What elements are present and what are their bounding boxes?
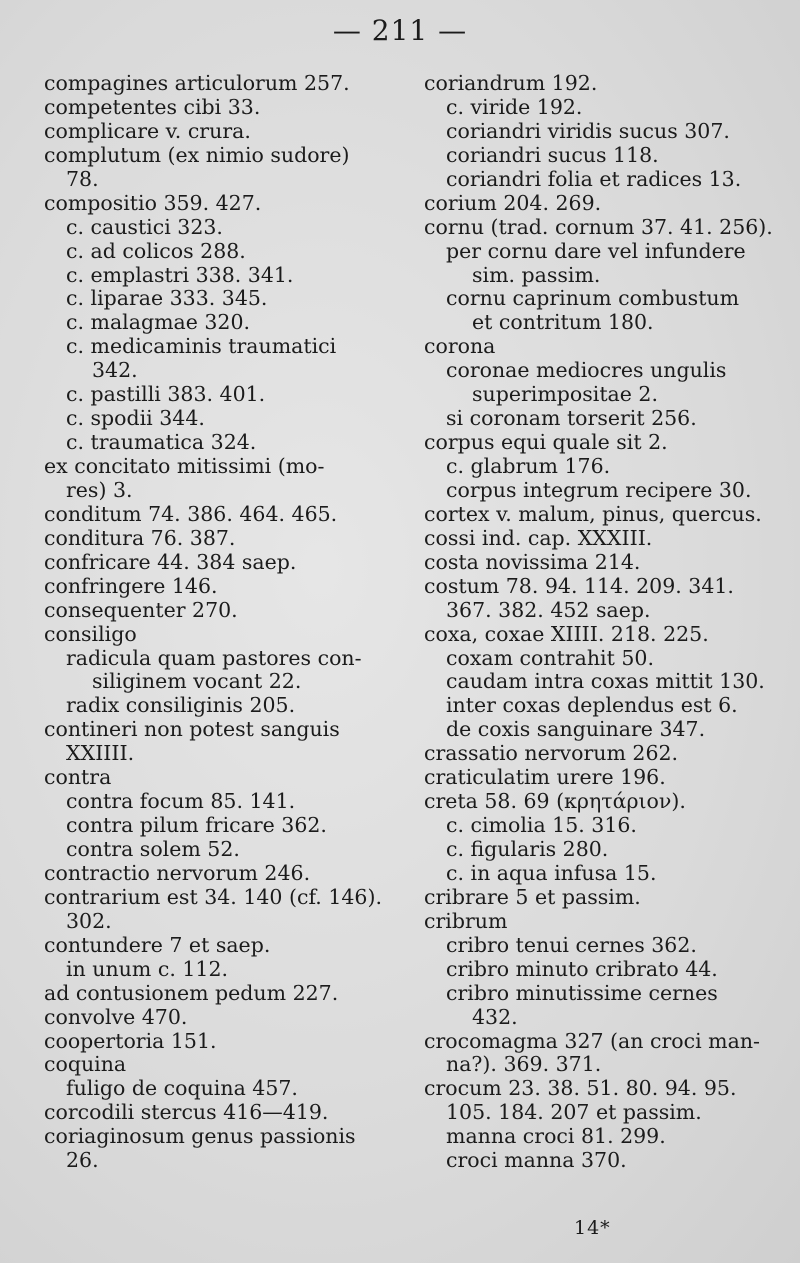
- index-entry-line: contra: [44, 765, 112, 790]
- index-entry-line: corpus integrum recipere 30.: [446, 477, 752, 502]
- index-entry-line: compagines articulorum 257.: [44, 71, 350, 95]
- index-entry-line: contra focum 85. 141.: [66, 789, 296, 814]
- index-entry-line: siliginem vocant 22.: [92, 669, 302, 694]
- index-entry-line: fuligo de coquina 457.: [66, 1076, 298, 1101]
- index-entry-line: crassatio nervorum 262.: [424, 741, 679, 766]
- index-entry-line: complutum (ex nimio sudore): [44, 142, 350, 167]
- index-column-left: [44, 72, 389, 1173]
- index-entry-line: caudam intra coxas mittit 130.: [446, 669, 765, 694]
- index-entry-line: conditum 74. 386. 464. 465.: [44, 501, 338, 526]
- page-number: — 211 —: [332, 14, 468, 47]
- index-entry-line: ex concitato mitissimi (mo-: [44, 454, 325, 478]
- index-entry-line: cribrare 5 et passim.: [424, 884, 641, 909]
- index-entry-line: 105. 184. 207 et passim.: [446, 1100, 702, 1125]
- index-entry-line: 302.: [66, 908, 112, 933]
- index-entry-line: confricare 44. 384 saep.: [44, 549, 297, 574]
- index-entry-line: de coxis sanguinare 347.: [446, 717, 706, 742]
- index-entry-line: coxa, coxae XIIII. 218. 225.: [424, 621, 709, 646]
- index-entry-line: radicula quam pastores con-: [66, 645, 362, 670]
- index-entry-line: superimpositae 2.: [472, 382, 658, 407]
- index-entry-line: na?). 369. 371.: [446, 1052, 602, 1077]
- index-entry-line: consequenter 270.: [44, 597, 238, 622]
- index-entry-line: coriandrum 192.: [424, 71, 598, 95]
- index-entry-line: cornu (trad. cornum 37. 41. 256).: [424, 214, 773, 239]
- index-entry-line: c. glabrum 176.: [446, 454, 611, 478]
- index-entry-line: competentes cibi 33.: [44, 94, 261, 119]
- index-entry-line: contrarium est 34. 140 (cf. 146).: [44, 884, 382, 909]
- index-entry-line: confringere 146.: [44, 573, 218, 598]
- index-entry-line: convolve 470.: [44, 1004, 188, 1029]
- index-entry-line: c. ad colicos 288.: [66, 238, 246, 263]
- index-entry-line: craticulatim urere 196.: [424, 765, 666, 790]
- index-entry-line: contundere 7 et saep.: [44, 932, 271, 957]
- index-entry-line: c. figularis 280.: [446, 837, 609, 861]
- index-entry-line: cribro minutissime cernes: [446, 980, 718, 1005]
- index-entry-line: res) 3.: [66, 477, 133, 502]
- index-entry-line: croci manna 370.: [446, 1148, 627, 1173]
- index-entry-line: si coronam torserit 256.: [446, 406, 697, 431]
- index-entry-line: 78.: [66, 166, 99, 191]
- index-entry-line: c. caustici 323.: [66, 214, 223, 239]
- index-entry-line: c. liparae 333. 345.: [66, 286, 268, 311]
- printer-signature-mark: 14*: [574, 1217, 611, 1239]
- index-entry-line: c. spodii 344.: [66, 406, 205, 431]
- index-entry-line: cribro minuto cribrato 44.: [446, 956, 718, 981]
- index-entry-line: coquina: [44, 1052, 127, 1077]
- index-entry-line: cossi ind. cap. XXXIII.: [424, 525, 653, 550]
- index-entry-line: contractio nervorum 246.: [44, 860, 311, 885]
- index-entry-line: creta 58. 69 (κρητάριον).: [424, 789, 686, 814]
- index-entry-line: 367. 382. 452 saep.: [446, 597, 651, 622]
- index-entry-line: corona: [424, 334, 496, 359]
- index-entry-line: coriandri sucus 118.: [446, 142, 659, 167]
- index-entry-line: corpus equi quale sit 2.: [424, 430, 668, 455]
- index-entry-line: corium 204. 269.: [424, 190, 602, 215]
- index-entry-line: coxam contrahit 50.: [446, 645, 654, 670]
- index-entry-line: coriaginosum genus passionis: [44, 1124, 356, 1149]
- index-entry-line: conditura 76. 387.: [44, 525, 236, 550]
- index-entry-line: cortex v. malum, pinus, quercus.: [424, 501, 762, 526]
- index-entry-line: consiligo: [44, 621, 137, 646]
- index-entry-line: coriandri viridis sucus 307.: [446, 118, 730, 143]
- index-entry-line: inter coxas deplendus est 6.: [446, 693, 738, 718]
- index-entry-line: contineri non potest sanguis: [44, 717, 340, 742]
- index-entry-line: 342.: [92, 358, 138, 383]
- index-entry-line: per cornu dare vel infundere: [446, 238, 746, 263]
- index-entry-line: 26.: [66, 1148, 99, 1173]
- index-entry-line: costum 78. 94. 114. 209. 341.: [424, 573, 734, 598]
- index-entry-line: contra pilum fricare 362.: [66, 813, 327, 838]
- index-entry-line: coopertoria 151.: [44, 1028, 217, 1053]
- index-entry-line: costa novissima 214.: [424, 549, 641, 574]
- index-entry-line: manna croci 81. 299.: [446, 1124, 666, 1149]
- index-column-right: [424, 72, 774, 1173]
- index-entry-line: c. viride 192.: [446, 94, 583, 119]
- index-entry-line: c. in aqua infusa 15.: [446, 860, 657, 885]
- index-entry-line: complicare v. crura.: [44, 118, 251, 143]
- index-entry-line: cribro tenui cernes 362.: [446, 932, 697, 957]
- index-entry-line: corcodili stercus 416—419.: [44, 1100, 329, 1125]
- index-entry-line: et contritum 180.: [472, 310, 654, 335]
- index-entry-line: compositio 359. 427.: [44, 190, 262, 215]
- index-entry-line: c. medicaminis traumatici: [66, 334, 337, 359]
- index-entry-line: c. cimolia 15. 316.: [446, 813, 637, 838]
- index-entry-line: c. emplastri 338. 341.: [66, 262, 294, 287]
- index-entry-line: radix consiliginis 205.: [66, 693, 296, 718]
- index-entry-line: ad contusionem pedum 227.: [44, 980, 339, 1005]
- index-entry-line: c. traumatica 324.: [66, 430, 257, 455]
- index-entry-line: XXIIII.: [66, 741, 135, 766]
- index-entry-line: 432.: [472, 1004, 518, 1029]
- index-entry-line: crocomagma 327 (an croci man-: [424, 1028, 760, 1053]
- index-entry-line: coronae mediocres ungulis: [446, 358, 727, 383]
- index-entry-line: c. pastilli 383. 401.: [66, 382, 266, 407]
- index-entry-line: cornu caprinum combustum: [446, 286, 740, 311]
- index-entry-line: coriandri folia et radices 13.: [446, 166, 742, 191]
- index-entry-line: sim. passim.: [472, 262, 601, 287]
- index-entry-line: cribrum: [424, 908, 508, 933]
- index-entry-line: contra solem 52.: [66, 837, 240, 861]
- index-entry-line: in unum c. 112.: [66, 956, 228, 981]
- index-entry-line: crocum 23. 38. 51. 80. 94. 95.: [424, 1076, 737, 1101]
- index-entry-line: c. malagmae 320.: [66, 310, 251, 335]
